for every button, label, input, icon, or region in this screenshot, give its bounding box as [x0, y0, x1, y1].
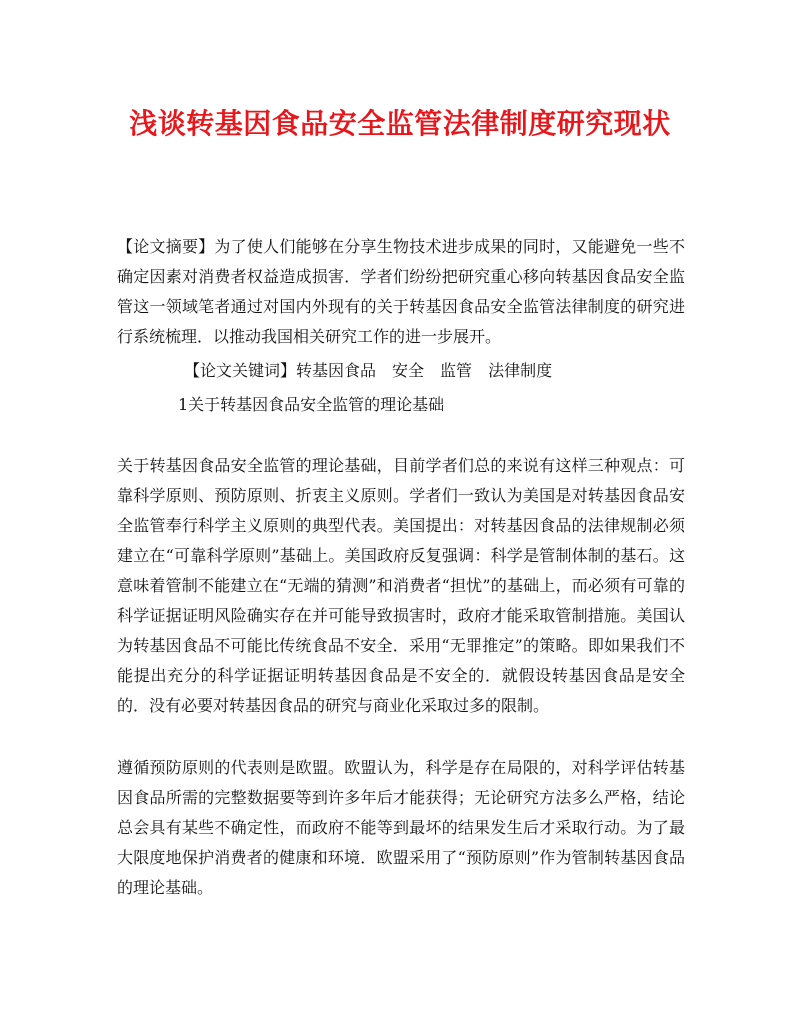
document-title: 浅谈转基因食品安全监管法律制度研究现状 — [129, 107, 671, 140]
abstract-paragraph: 【论文摘要】为了使人们能够在分享生物技术进步成果的同时，又能避免一些不确定因素对消费者权益造成损害．学者们纷纷把研究重心移向转基因食品安全监管这一领域笔者通过对国内外现有的关于转基因食品安全监管法律制度的研究进行系统梳理．以推动我国相关研究工作的进一步展开。 — [117, 237, 685, 346]
keyword-item: 监管 — [440, 361, 473, 380]
keyword-item: 安全 — [392, 361, 425, 380]
keyword-item: 转基因食品 — [296, 361, 377, 380]
keyword-item: 法律制度 — [488, 361, 553, 380]
keywords-label: 【论文关键词】 — [184, 361, 297, 380]
body-paragraph: 遵循预防原则的代表则是欧盟。欧盟认为，科学是存在局限的，对科学评估转基因食品所需的完整数据要等到许多年后才能获得；无论研究方法多么严格，结论总会具有某些不确定性，而政府不能等到最坏的结果发生后才采取行动。为了最大限度地保护消费者的健康和环境．欧盟采用了“预防原则”作为管制转基因食品的理论基础。 — [117, 758, 685, 897]
body-paragraph: 关于转基因食品安全监管的理论基础，目前学者们总的来说有这样三种观点：可靠科学原则、预防原则、折衷主义原则。学者们一致认为美国是对转基因食品安全监管奉行科学主义原则的典型代表。美国提出：对转基因食品的法律规制必须建立在“可靠科学原则”基础上。美国政府反复强调：科学是管制体制的基石。这意味着管制不能建立在“无端的猜测”和消费者“担忧”的基础上，而必须有可靠的科学证据证明风险确实存在并可能导致损害时，政府才能采取管制措施。美国认为转基因食品不可能比传统食品不安全．采用“无罪推定”的策略。即如果我们不能提出充分的科学证据证明转基因食品是不安全的．就假设转基因食品是安全的．没有必要对转基因食品的研究与商业化采取过多的限制。 — [117, 456, 685, 715]
section-heading: 1关于转基因食品安全监管的理论基础 — [178, 395, 445, 414]
keywords-line — [184, 357, 552, 385]
